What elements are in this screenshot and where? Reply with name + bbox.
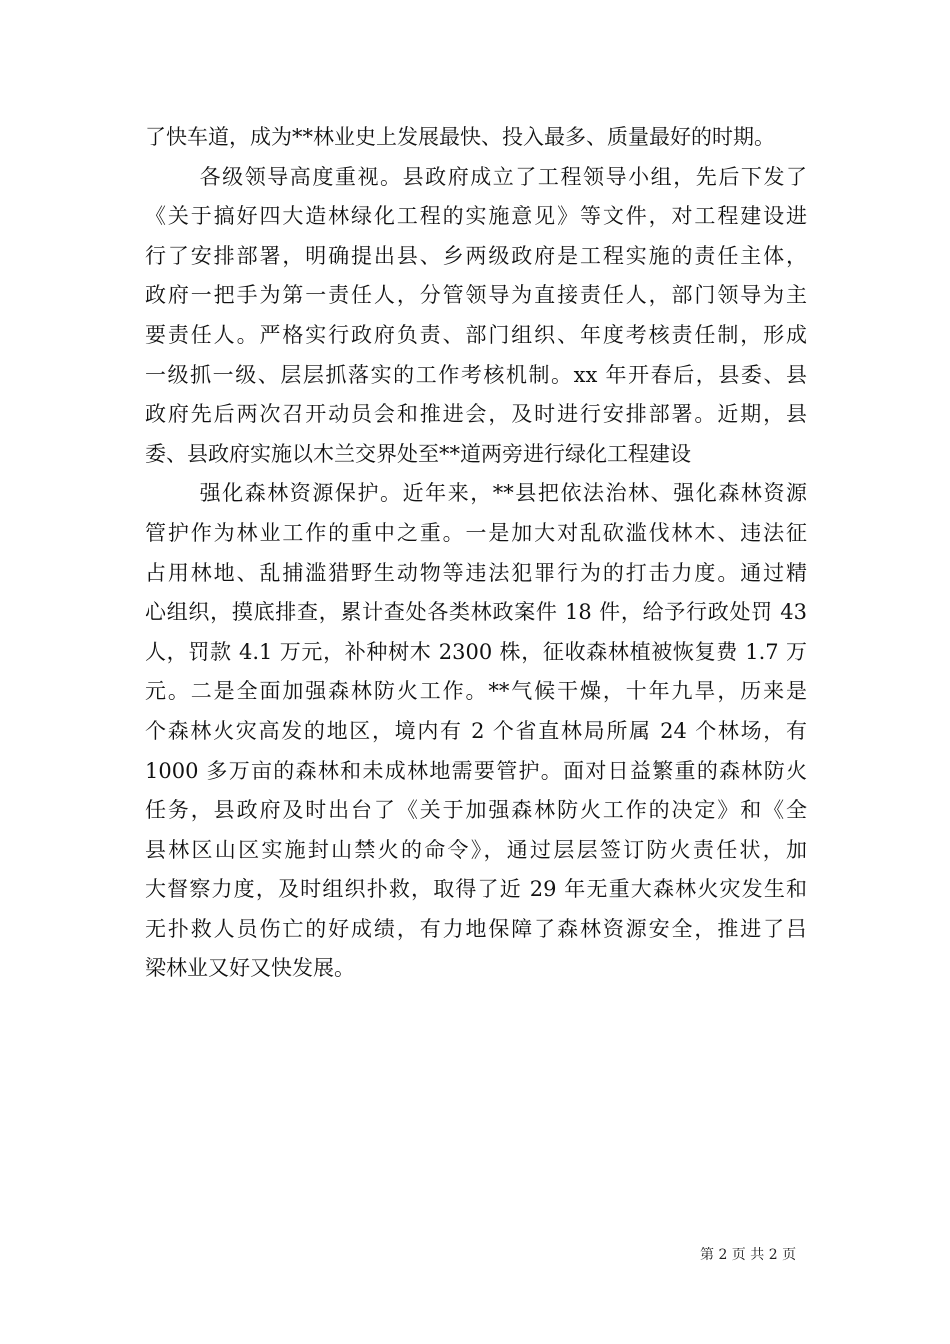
text-line: 人，罚款 4.1 万元，补种树木 2300 株，征收森林植被恢复费 1.7 万 bbox=[145, 639, 807, 664]
document-body bbox=[145, 118, 807, 989]
text-line: 个森林火灾高发的地区，境内有 2 个省直林局所属 24 个林场，有 bbox=[145, 718, 807, 743]
text-line: 《关于搞好四大造林绿化工程的实施意见》等文件，对工程建设进 bbox=[145, 204, 807, 229]
text-line: 强化森林资源保护。近年来，**县把依法治林、强化森林资源 bbox=[199, 481, 807, 506]
text-line: 委、县政府实施以木兰交界处至**道两旁进行绿化工程建设 bbox=[145, 441, 691, 466]
text-line: 大督察力度，及时组织扑救，取得了近 29 年无重大森林火灾发生和 bbox=[145, 877, 807, 902]
text-line: 政府一把手为第一责任人，分管领导为直接责任人，部门领导为主 bbox=[145, 283, 807, 308]
text-line: 各级领导高度重视。县政府成立了工程领导小组，先后下发了 bbox=[199, 164, 807, 189]
text-line: 行了安排部署，明确提出县、乡两级政府是工程实施的责任主体， bbox=[145, 243, 807, 268]
text-line: 心组织，摸底排查，累计查处各类林政案件 18 件，给予行政处罚 43 bbox=[145, 600, 807, 625]
text-line: 要责任人。严格实行政府负责、部门组织、年度考核责任制，形成 bbox=[145, 322, 807, 347]
text-line: 管护作为林业工作的重中之重。一是加大对乱砍滥伐林木、违法征 bbox=[145, 520, 807, 545]
text-line: 无扑救人员伤亡的好成绩，有力地保障了森林资源安全，推进了吕 bbox=[145, 916, 807, 941]
text-line: 县林区山区实施封山禁火的命令》，通过层层签订防火责任状，加 bbox=[145, 837, 807, 862]
text-line: 元。二是全面加强森林防火工作。**气候干燥，十年九旱，历来是 bbox=[145, 679, 807, 704]
page-number: 第 2 页 共 2 页 bbox=[700, 1247, 797, 1263]
text-line: 1000 多万亩的森林和未成林地需要管护。面对日益繁重的森林防火 bbox=[145, 758, 807, 783]
text-line: 了快车道，成为**林业史上发展最快、投入最多、质量最好的时期。 bbox=[145, 125, 775, 149]
text-line: 政府先后两次召开动员会和推进会，及时进行安排部署。近期，县 bbox=[145, 402, 807, 427]
text-line: 梁林业又好又快发展。 bbox=[145, 956, 355, 981]
text-line: 一级抓一级、层层抓落实的工作考核机制。xx 年开春后，县委、县 bbox=[145, 362, 807, 387]
text-line: 任务，县政府及时出台了《关于加强森林防火工作的决定》和《全 bbox=[145, 798, 807, 823]
text-line: 占用林地、乱捕滥猎野生动物等违法犯罪行为的打击力度。通过精 bbox=[145, 560, 807, 585]
